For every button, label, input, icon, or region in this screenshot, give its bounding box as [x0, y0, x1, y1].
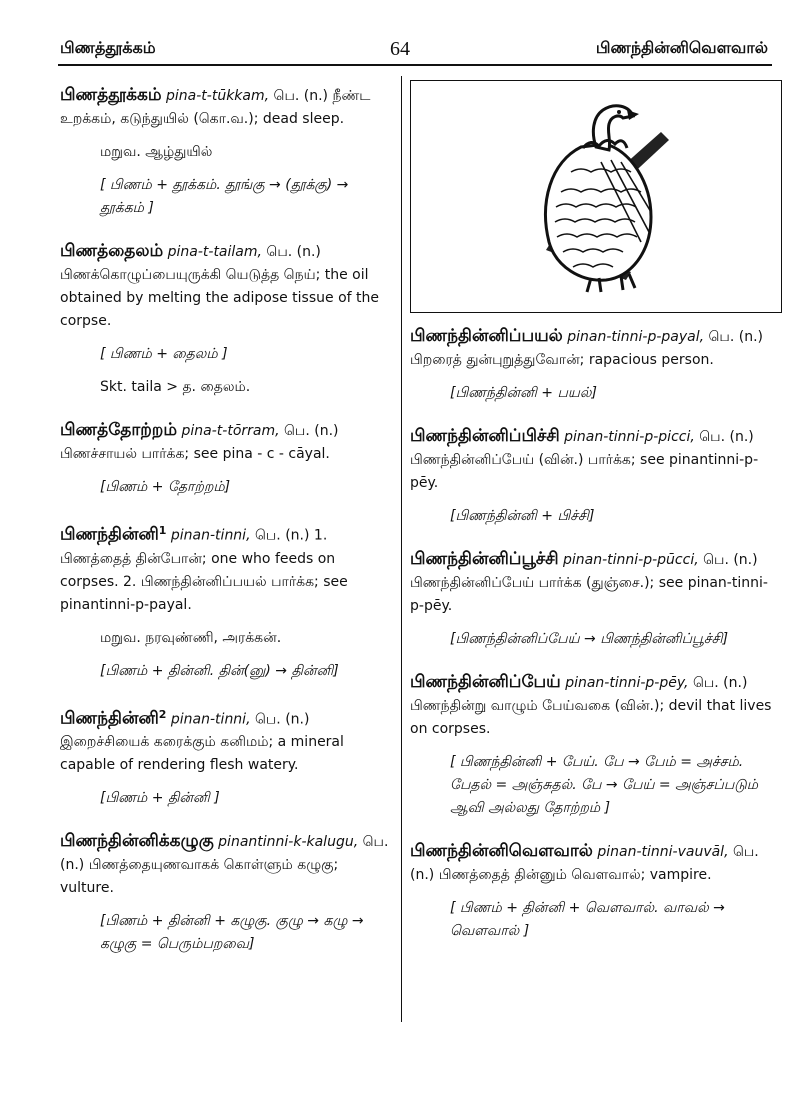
- dictionary-entry: [410, 425, 780, 528]
- right-column-entries: [410, 325, 780, 943]
- transliteration: pinan-tinni-p-payal,: [567, 329, 705, 345]
- entry-main: [410, 425, 780, 495]
- header-rule: [58, 64, 772, 66]
- header-right-word: பிணந்தின்னிவௌவால்: [595, 38, 768, 57]
- part-of-speech: பெ. (n.): [284, 423, 339, 439]
- transliteration: pinantinni-k-kalugu,: [218, 834, 359, 851]
- part-of-speech: பெ. (n.): [699, 429, 754, 445]
- left-column: [60, 84, 390, 976]
- etymology-line: [ பிணம் + தூக்கம். தூங்கு → (தூக்கு) → தூக்கம் ]: [100, 177, 349, 216]
- right-column: [410, 80, 780, 963]
- headword: பிணந்தின்னிவௌவால்: [410, 841, 593, 861]
- headword-superscript: 1: [158, 524, 167, 537]
- part-of-speech: பெ. (n.): [708, 329, 763, 345]
- headword: பிணந்தின்னிப்பேய்: [410, 672, 561, 692]
- part-of-speech: பெ. (n.): [266, 244, 321, 260]
- etymology-line: [பிணம் + தின்னி + கழுகு. குழு → கழு → கழுகு = பெரும்பறவை]: [100, 913, 364, 953]
- headword: பிணத்தூக்கம்: [60, 85, 162, 105]
- entry-main: [60, 703, 390, 778]
- etymology-line: [பிணம் + தோற்றம்]: [100, 479, 231, 495]
- headword-superscript: 2: [158, 707, 167, 721]
- part-of-speech: பெ. (n.): [703, 552, 758, 568]
- etymology-line: [பிணந்தின்னி + பயல்]: [450, 385, 597, 401]
- transliteration: pinan-tinni,: [170, 711, 251, 728]
- synonym-line: மறுவ. ஆழ்துயில்: [100, 144, 213, 160]
- entry-main: [60, 419, 390, 466]
- dictionary-entry: [60, 240, 390, 399]
- definition: நீண்ட உறக்கம், கடுந்துயில் (கொ.வ.); dead sleep.: [60, 88, 371, 127]
- column-divider: [401, 76, 402, 1022]
- headword: பிணந்தின்னிப்பூச்சி: [410, 549, 559, 569]
- page-header: [0, 0, 800, 68]
- transliteration: pina-t-tailam,: [167, 244, 262, 260]
- definition: பிணத்தையுணவாகக் கொள்ளும் கழுகு; vulture.: [60, 857, 339, 897]
- part-of-speech: பெ. (n.): [692, 675, 748, 691]
- dictionary-entry: [410, 840, 780, 943]
- definition: 1. பிணத்தைத் தின்போன்; one who feeds on corpses. 2. பிணந்தின்னிப்பயல் பார்க்க; see pinantinni-p-payal.: [60, 527, 348, 613]
- entry-main: [410, 671, 780, 741]
- entry-main: [60, 84, 390, 131]
- etymology-line: [பிணந்தின்னிப்பேய் → பிணந்தின்னிப்பூச்சி]: [450, 631, 729, 647]
- headword: பிணந்தின்னிப்பயல்: [410, 326, 563, 346]
- dictionary-entry: [60, 84, 390, 220]
- dictionary-entry: [410, 325, 780, 405]
- headword: பிணந்தின்னி: [60, 524, 159, 545]
- etymology-line: [பிணம் + தின்னி. தின்(னு) → தின்னி]: [100, 662, 339, 679]
- transliteration: pinan-tinni,: [170, 527, 251, 544]
- entry-main: [410, 548, 780, 618]
- headword: பிணத்தைலம்: [60, 241, 164, 261]
- part-of-speech: பெ. (n.): [254, 527, 310, 544]
- dictionary-entry: [410, 548, 780, 651]
- transliteration: pinan-tinni-p-pūcci,: [563, 552, 699, 568]
- dictionary-entry: [410, 671, 780, 820]
- dictionary-entry: [60, 419, 390, 499]
- definition: பிணத்தைத் தின்னும் வௌவால்; vampire.: [438, 867, 712, 883]
- header-left-word: பிணத்தூக்கம்: [60, 38, 156, 57]
- part-of-speech: பெ. (n.): [273, 88, 329, 104]
- entry-main: [60, 240, 390, 333]
- definition: பிணச்சாயல் பார்க்க; see pina - c - cāyal.: [60, 446, 330, 462]
- transliteration: pinan-tinni-p-picci,: [564, 429, 695, 445]
- vulture-illustration-frame: [410, 80, 782, 313]
- etymology-line: [ பிணம் + தைலம் ]: [100, 346, 228, 362]
- definition: இறைச்சியைக் கரைக்கும் கனிமம்; a mineral capable of rendering flesh watery.: [60, 734, 344, 774]
- definition: பிணந்தின்று வாழும் பேய்வகை (வின்.); devil that lives on corpses.: [410, 698, 772, 737]
- definition: பிணந்தின்னிப்பேய் (வின்.) பார்க்க; see pinantinni-p-pēy.: [410, 452, 759, 491]
- dictionary-entry: [60, 519, 390, 683]
- transliteration: pinan-tinni-vauvāl,: [597, 844, 729, 860]
- definition: பிறரைத் துன்புறுத்துவோன்; rapacious person.: [410, 352, 714, 368]
- dictionary-entry: [60, 703, 390, 811]
- definition: பிணக்கொழுப்பையுருக்கி யெடுத்த நெய்; the oil obtained by melting the adipose tissue of the corpse.: [60, 267, 379, 329]
- part-of-speech: பெ. (n.): [254, 711, 310, 728]
- etymology-line: [ பிணந்தின்னி + பேய். பே → பேம் = அச்சம். பேதல் = அஞ்சுதல். பே → பேய் = அஞ்சப்படும் ஆவி அல்லது தோற்றம் ]: [450, 754, 759, 816]
- vulture-illustration: [511, 92, 681, 302]
- entry-main: [410, 325, 780, 372]
- transliteration: pina-t-tūkkam,: [166, 88, 270, 104]
- dictionary-entry: [60, 830, 390, 956]
- entry-main: [60, 519, 390, 617]
- headword: பிணந்தின்னி: [60, 708, 159, 729]
- definition: பிணந்தின்னிப்பேய் பார்க்க (துஞ்சை.); see pinan-tinni-p-pēy.: [410, 575, 768, 614]
- etymology-line: [ பிணம் + தின்னி + வௌவால். வாவல் → வௌவால் ]: [450, 900, 725, 939]
- synonym-line: மறுவ. நரவுண்ணி, அரக்கன்.: [100, 629, 282, 646]
- etymology-line: [பிணந்தின்னி + பிச்சி]: [450, 508, 595, 524]
- headword: பிணந்தின்னிப்பிச்சி: [410, 426, 560, 446]
- transliteration: pina-t-tōrram,: [181, 423, 280, 439]
- entry-main: [410, 840, 780, 887]
- part-of-speech: பெ. (n.): [60, 834, 389, 874]
- headword: பிணந்தின்னிக்கழுகு: [60, 831, 214, 852]
- headword: பிணத்தோற்றம்: [60, 420, 178, 440]
- page-number: 64: [390, 38, 410, 60]
- part-of-speech: பெ. (n.): [410, 844, 759, 883]
- entry-main: [60, 830, 390, 900]
- usage-note: Skt. taila > த. தைலம்.: [100, 379, 251, 395]
- transliteration: pinan-tinni-p-pēy,: [565, 675, 689, 691]
- etymology-line: [பிணம் + தின்னி ]: [100, 790, 220, 807]
